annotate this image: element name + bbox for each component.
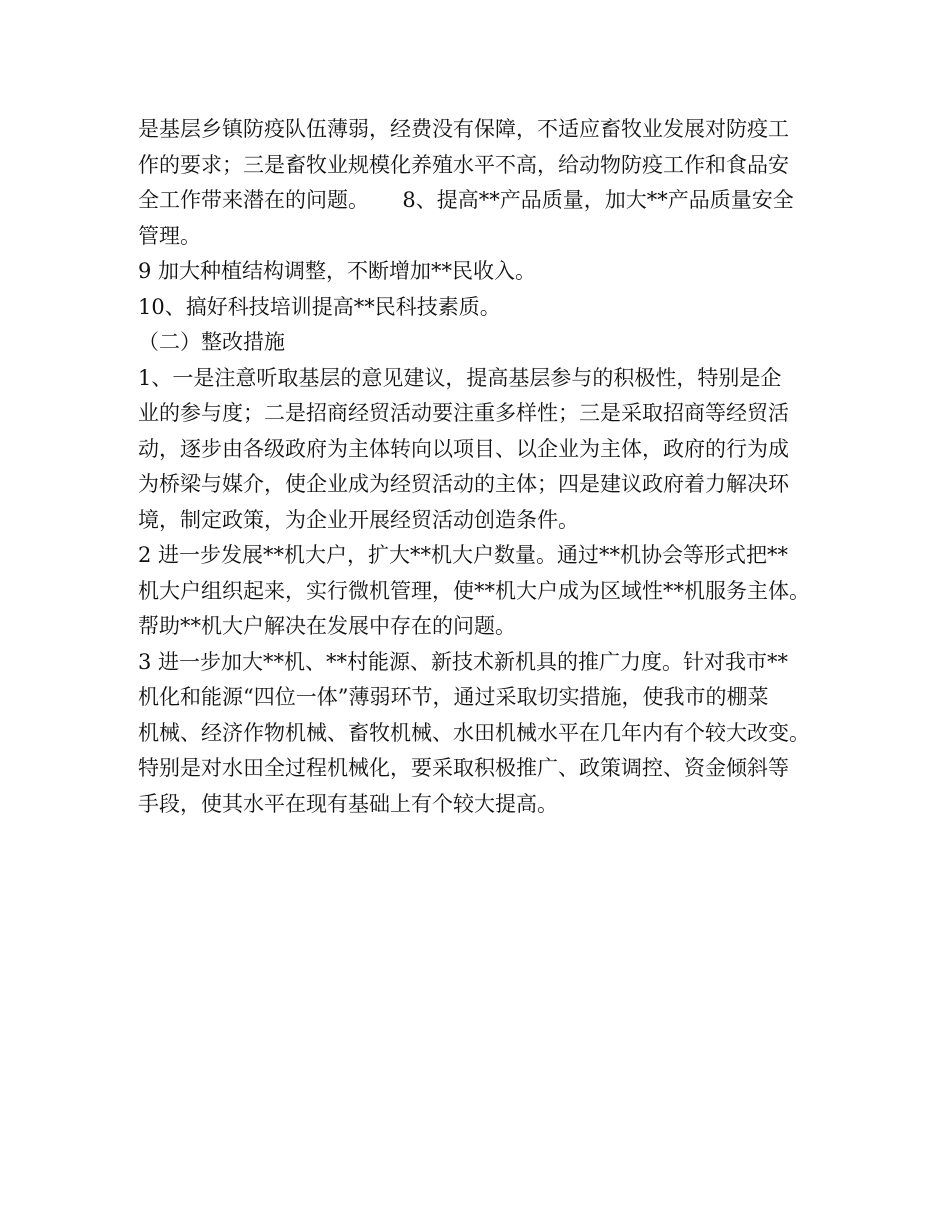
text-line: 全工作带来潜在的问题。 8、提高**产品质量，加大**产品质量安全 [138,188,794,212]
text-line: 3 进一步加大**机、**村能源、新技术新机具的推广力度。针对我市** [138,649,789,674]
text-line: 特别是对水田全过程机械化，要采取积极推广、政策调控、资金倾斜等 [138,756,789,780]
text-line: 为桥梁与媒介，使企业成为经贸活动的主体；四是建议政府着力解决环 [138,472,789,496]
text-line: 是基层乡镇防疫队伍薄弱，经费没有保障，不适应畜牧业发展对防疫工 [138,117,789,141]
text-line: 1、一是注意听取基层的意见建议，提高基层参与的积极性，特别是企 [138,365,782,390]
text-line: 10、搞好科技培训提高**民科技素质。 [138,294,501,319]
text-line: 机大户组织起来，实行微机管理，使**机大户成为区域性**机服务主体。 [138,578,810,603]
document-body [138,112,818,822]
text-line: 机化和能源“四位一体”薄弱环节，通过采取切实措施，使我市的棚菜 [138,685,769,709]
text-line: 机械、经济作物机械、畜牧机械、水田机械水平在几年内有个较大改变。 [138,720,810,745]
section-heading: （二）整改措施 [138,330,285,354]
text-line: 业的参与度；二是招商经贸活动要注重多样性；三是采取招商等经贸活 [138,401,789,425]
text-line: 动，逐步由各级政府为主体转向以项目、以企业为主体，政府的行为成 [138,436,789,461]
text-line: 管理。 [138,223,201,248]
text-line: 作的要求；三是畜牧业规模化养殖水平不高，给动物防疫工作和食品安 [138,152,789,177]
text-line: 手段，使其水平在现有基础上有个较大提高。 [138,791,558,816]
text-line: 帮助**机大户解决在发展中存在的问题。 [138,614,516,638]
text-line: 9 加大种植结构调整，不断增加**民收入。 [138,259,537,283]
text-line: 境，制定政策，为企业开展经贸活动创造条件。 [138,507,579,532]
text-line: 2 进一步发展**机大户，扩大**机大户数量。通过**机协会等形式把** [138,543,789,567]
